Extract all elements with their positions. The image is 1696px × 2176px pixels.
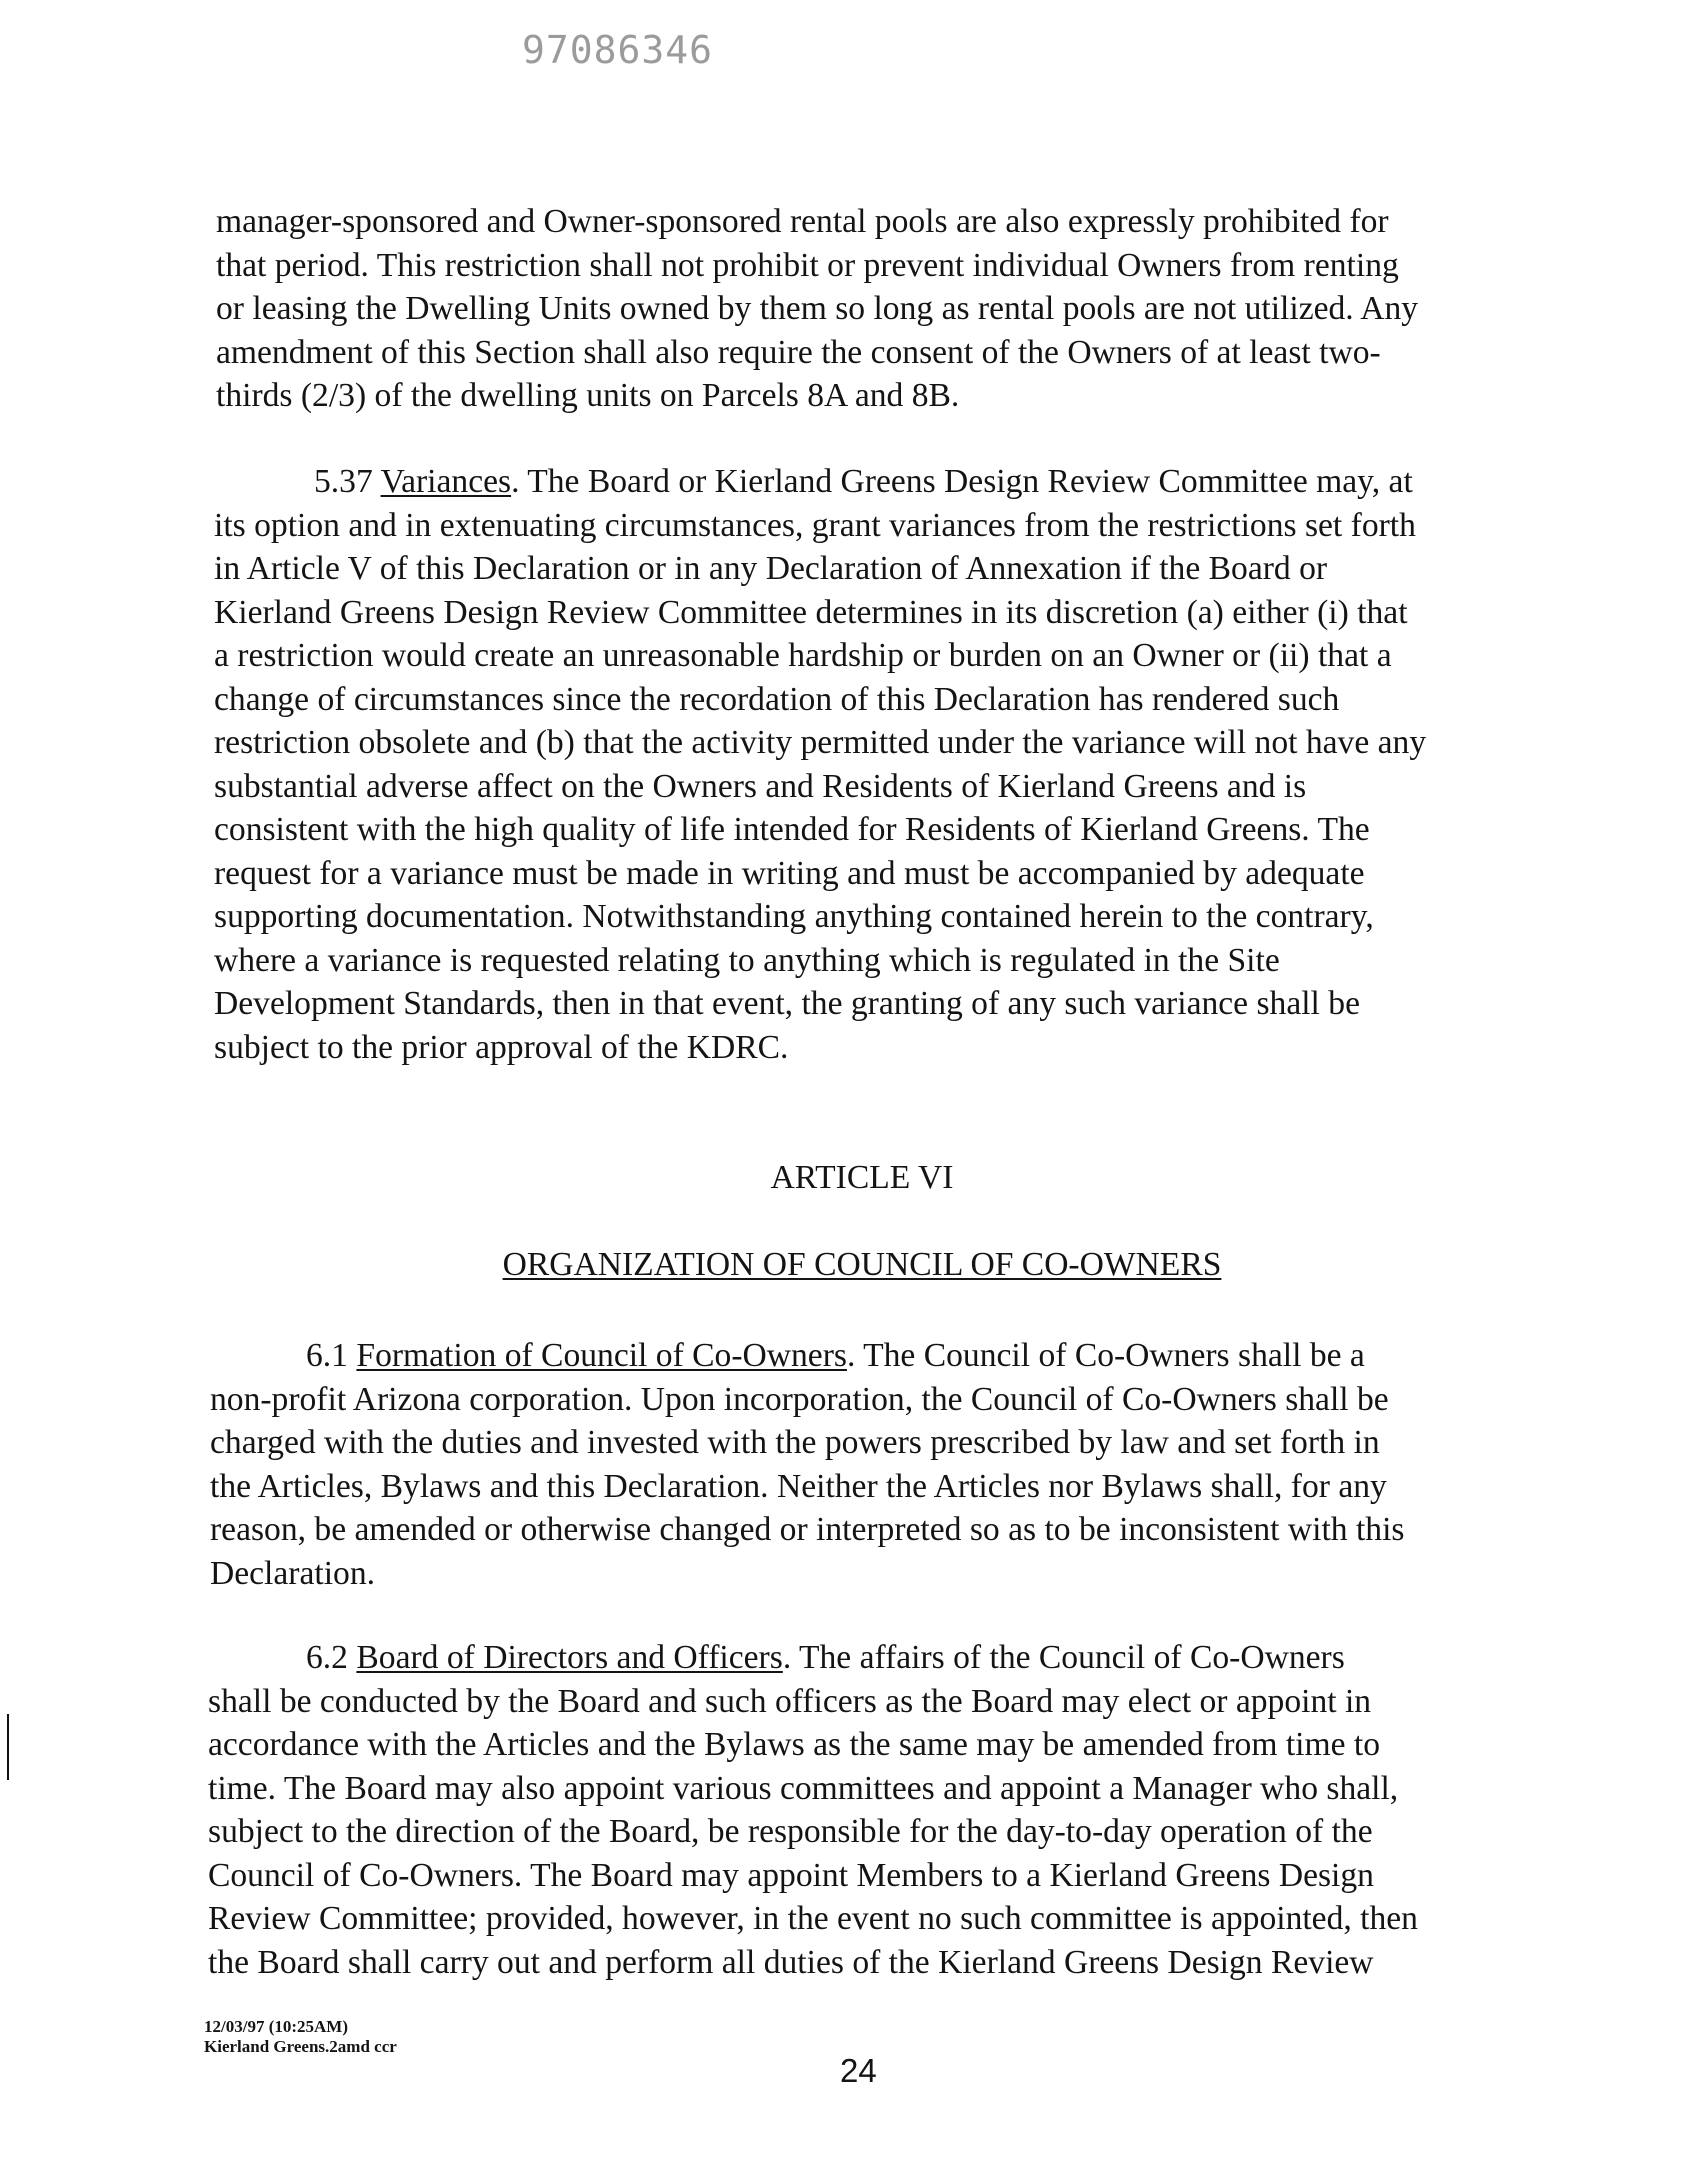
section-first-line <box>210 1334 1404 1378</box>
article-title: ARTICLE VI <box>770 1159 954 1196</box>
text-line: the Board shall carry out and perform all duties of the Kierland Greens Design Review <box>208 1943 1374 1981</box>
margin-scan-mark <box>7 1714 9 1780</box>
text-line: the Articles, Bylaws and this Declaration. Neither the Articles nor Bylaws shall, for any <box>210 1467 1387 1505</box>
section-heading: Formation of Council of Co-Owners <box>356 1337 847 1374</box>
text-line: change of circumstances since the recordation of this Declaration has rendered such <box>214 680 1340 718</box>
text-line: that period. This restriction shall not prohibit or prevent individual Owners from renting <box>216 246 1399 284</box>
text-line: manager-sponsored and Owner-sponsored rental pools are also expressly prohibited for <box>216 203 1389 240</box>
text-line: substantial adverse affect on the Owners and Residents of Kierland Greens and is <box>214 767 1307 805</box>
section-first-line-text: . The affairs of the Council of Co-Owners <box>782 1639 1345 1676</box>
section-first-line <box>214 460 1426 504</box>
paragraph-continuation <box>216 200 1418 418</box>
footer-date: 12/03/97 (10:25AM) <box>204 2017 349 2036</box>
text-line: supporting documentation. Notwithstanding anything contained herein to the contrary, <box>214 898 1374 935</box>
text-line: Council of Co-Owners. The Board may appoint Members to a Kierland Greens Design <box>208 1856 1374 1894</box>
text-line: subject to the prior approval of the KDRC. <box>214 1028 789 1066</box>
footer-file-info <box>204 2017 397 2057</box>
text-line: charged with the duties and invested with the powers prescribed by law and set forth in <box>210 1424 1380 1461</box>
text-line: restriction obsolete and (b) that the activity permitted under the variance will not have any <box>214 724 1427 761</box>
text-line: or leasing the Dwelling Units owned by them so long as rental pools are not utilized. Any <box>216 290 1419 327</box>
document-stamp-number: 97086346 <box>522 28 714 72</box>
page-number: 24 <box>840 2052 877 2089</box>
section-number: 5.37 <box>314 463 373 500</box>
text-line: thirds (2/3) of the dwelling units on Parcels 8A and 8B. <box>216 377 960 414</box>
section-heading: Variances <box>380 463 512 500</box>
text-line: request for a variance must be made in writing and must be accompanied by adequate <box>214 854 1365 892</box>
text-line: its option and in extenuating circumstances, grant variances from the restrictions set forth <box>214 506 1416 544</box>
text-line: reason, be amended or otherwise changed or interpreted so as to be inconsistent with this <box>210 1511 1405 1548</box>
text-line: a restriction would create an unreasonable hardship or burden on an Owner or (ii) that a <box>214 637 1392 674</box>
text-line: Declaration. <box>210 1554 376 1592</box>
text-line: time. The Board may also appoint various committees and appoint a Manager who shall, <box>208 1769 1399 1807</box>
text-line: consistent with the high quality of life intended for Residents of Kierland Greens. The <box>214 811 1370 848</box>
section-first-line-text: . The Council of Co-Owners shall be a <box>846 1337 1365 1374</box>
text-line: Kierland Greens Design Review Committee determines in its discretion (a) either (i) that <box>214 593 1408 631</box>
section-number: 6.2 <box>306 1639 348 1676</box>
text-line: subject to the direction of the Board, be responsible for the day-to-day operation of the <box>208 1813 1373 1850</box>
section-5-37 <box>214 460 1426 1069</box>
text-line: amendment of this Section shall also require the consent of the Owners of at least two- <box>216 333 1381 371</box>
section-first-line <box>208 1636 1418 1680</box>
article-subtitle-text: ORGANIZATION OF COUNCIL OF CO-OWNERS <box>502 1246 1222 1283</box>
section-6-2 <box>208 1636 1418 1984</box>
text-line: non-profit Arizona corporation. Upon incorporation, the Council of Co-Owners shall be <box>210 1380 1389 1418</box>
footer-filename: Kierland Greens.2amd ccr <box>204 2037 397 2056</box>
text-line: in Article V of this Declaration or in any Declaration of Annexation if the Board or <box>214 550 1328 587</box>
text-line: Development Standards, then in that event, the granting of any such variance shall be <box>214 985 1360 1022</box>
text-line: where a variance is requested relating to anything which is regulated in the Site <box>214 941 1280 979</box>
text-line: accordance with the Articles and the Bylaws as the same may be amended from time to <box>208 1726 1381 1763</box>
section-6-1 <box>210 1334 1404 1595</box>
section-number: 6.1 <box>306 1337 348 1374</box>
section-first-line-text: . The Board or Kierland Greens Design Review Committee may, at <box>511 463 1413 500</box>
section-heading: Board of Directors and Officers <box>356 1639 783 1676</box>
text-line: Review Committee; provided, however, in the event no such committee is appointed, then <box>208 1900 1418 1937</box>
text-line: shall be conducted by the Board and such officers as the Board may elect or appoint in <box>208 1682 1372 1720</box>
article-subtitle <box>14 1245 1696 1285</box>
